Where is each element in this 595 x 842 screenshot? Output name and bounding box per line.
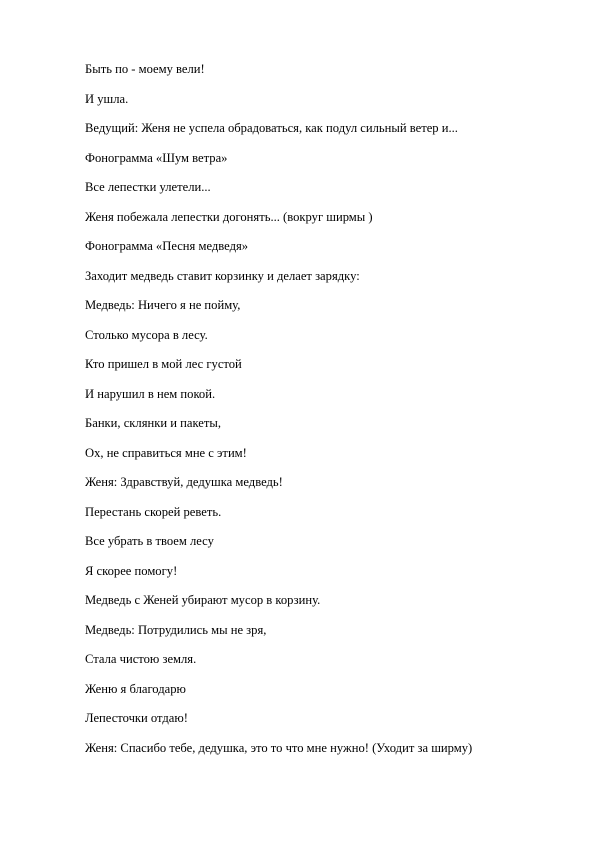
text-line: Я скорее помогу! xyxy=(85,563,178,578)
text-line: Банки, склянки и пакеты, xyxy=(85,416,221,430)
text-line: Женя побежала лепестки догонять... (вокруг ширмы ) xyxy=(85,209,373,224)
text-line: Быть по - моему вели! xyxy=(85,62,205,76)
text-line: Медведь: Ничего я не пойму, xyxy=(85,298,241,312)
text-line: Стала чистою земля. xyxy=(85,652,197,666)
text-line: И нарушил в нем покой. xyxy=(85,386,216,401)
text-line: Все лепестки улетели... xyxy=(85,180,211,194)
script-text xyxy=(85,55,555,763)
text-line: Заходит медведь ставит корзинку и делает зарядку: xyxy=(85,268,360,283)
text-line: Перестань скорей реветь. xyxy=(85,504,222,519)
text-line: Женя: Спасибо тебе, дедушка, это то что мне нужно! (Уходит за ширму) xyxy=(85,740,473,755)
text-line: И ушла. xyxy=(85,91,129,106)
text-line: Женю я благодарю xyxy=(85,681,186,696)
text-line: Фонограмма «Песня медведя» xyxy=(85,239,249,253)
text-line: Все убрать в твоем лесу xyxy=(85,534,214,548)
text-line: Кто пришел в мой лес густой xyxy=(85,357,242,371)
text-line: Ох, не справиться мне с этим! xyxy=(85,445,247,460)
text-line: Столько мусора в лесу. xyxy=(85,327,208,342)
text-line: Женя: Здравствуй, дедушка медведь! xyxy=(85,475,283,489)
text-line: Ведущий: Женя не успела обрадоваться, как подул сильный ветер и... xyxy=(85,121,458,135)
text-line: Медведь с Женей убирают мусор в корзину. xyxy=(85,593,321,607)
text-line: Медведь: Потрудились мы не зря, xyxy=(85,622,267,637)
text-line: Лепесточки отдаю! xyxy=(85,711,188,725)
text-line: Фонограмма «Шум ветра» xyxy=(85,150,228,165)
